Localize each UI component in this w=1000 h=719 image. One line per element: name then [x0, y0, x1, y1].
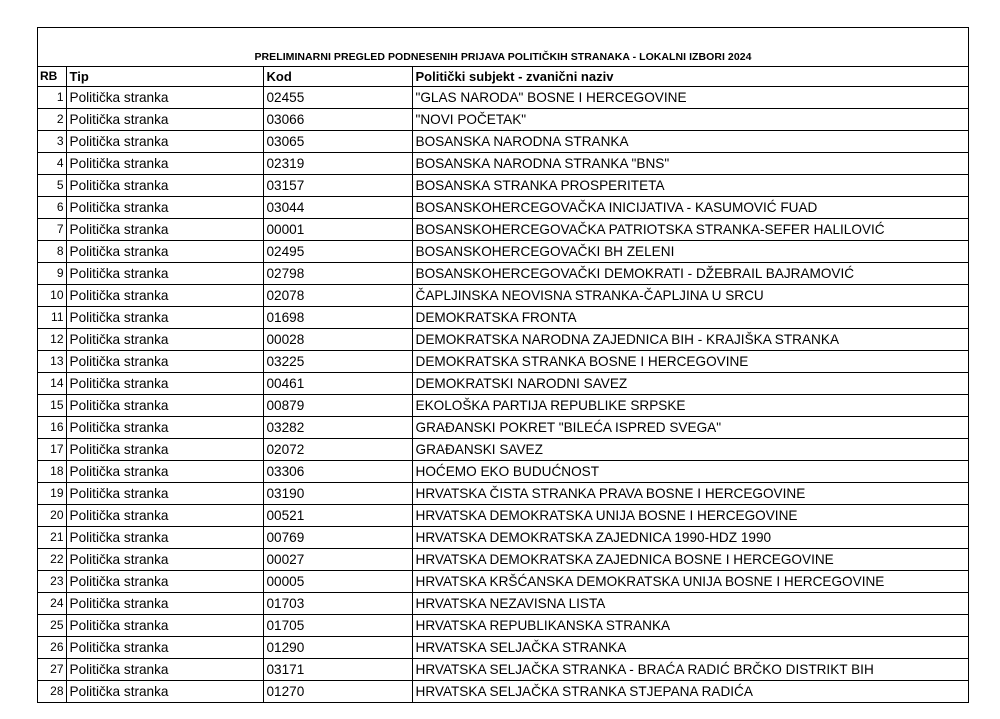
name-cell: "NOVI POČETAK"	[412, 109, 968, 131]
row-number-cell: 2	[38, 109, 66, 131]
code-cell: 00879	[263, 395, 412, 417]
row-number-cell: 6	[38, 197, 66, 219]
name-cell: DEMOKRATSKA NARODNA ZAJEDNICA BIH - KRAJIŠKA STRANKA	[412, 329, 968, 351]
code-cell: 00521	[263, 505, 412, 527]
name-cell: BOSANSKA NARODNA STRANKA	[412, 131, 968, 153]
table-row	[38, 593, 968, 615]
row-number-cell: 15	[38, 395, 66, 417]
name-cell: BOSANSKA NARODNA STRANKA "BNS"	[412, 153, 968, 175]
code-cell: 03225	[263, 351, 412, 373]
name-cell: HRVATSKA NEZAVISNA LISTA	[412, 593, 968, 615]
code-cell: 03065	[263, 131, 412, 153]
type-cell: Politička stranka	[66, 241, 263, 263]
type-cell: Politička stranka	[66, 659, 263, 681]
type-cell: Politička stranka	[66, 483, 263, 505]
row-number-cell: 8	[38, 241, 66, 263]
row-number-cell: 21	[38, 527, 66, 549]
table-row	[38, 681, 968, 703]
code-cell: 03066	[263, 109, 412, 131]
row-number-cell: 25	[38, 615, 66, 637]
row-number-cell: 5	[38, 175, 66, 197]
table-row	[38, 615, 968, 637]
table-row	[38, 241, 968, 263]
type-cell: Politička stranka	[66, 329, 263, 351]
table-row	[38, 373, 968, 395]
row-number-cell: 4	[38, 153, 66, 175]
code-cell: 01698	[263, 307, 412, 329]
code-cell: 02078	[263, 285, 412, 307]
code-cell: 02798	[263, 263, 412, 285]
name-cell: HRVATSKA REPUBLIKANSKA STRANKA	[412, 615, 968, 637]
code-cell: 00005	[263, 571, 412, 593]
table-row	[38, 439, 968, 461]
code-cell: 01703	[263, 593, 412, 615]
row-number-cell: 17	[38, 439, 66, 461]
name-cell: "GLAS NARODA" BOSNE I HERCEGOVINE	[412, 87, 968, 109]
type-cell: Politička stranka	[66, 461, 263, 483]
row-number-cell: 13	[38, 351, 66, 373]
code-cell: 00769	[263, 527, 412, 549]
type-cell: Politička stranka	[66, 175, 263, 197]
table-row	[38, 549, 968, 571]
name-cell: HRVATSKA SELJAČKA STRANKA	[412, 637, 968, 659]
row-number-cell: 9	[38, 263, 66, 285]
table-row	[38, 131, 968, 153]
row-number-cell: 16	[38, 417, 66, 439]
type-cell: Politička stranka	[66, 109, 263, 131]
name-cell: HRVATSKA DEMOKRATSKA ZAJEDNICA BOSNE I HERCEGOVINE	[412, 549, 968, 571]
table-row	[38, 417, 968, 439]
name-cell: HRVATSKA SELJAČKA STRANKA STJEPANA RADIĆA	[412, 681, 968, 703]
table-row	[38, 109, 968, 131]
code-cell: 03190	[263, 483, 412, 505]
type-cell: Politička stranka	[66, 131, 263, 153]
type-cell: Politička stranka	[66, 373, 263, 395]
name-cell: HRVATSKA KRŠĆANSKA DEMOKRATSKA UNIJA BOSNE I HERCEGOVINE	[412, 571, 968, 593]
table-row	[38, 219, 968, 241]
table-row	[38, 351, 968, 373]
code-cell: 02455	[263, 87, 412, 109]
table-row	[38, 175, 968, 197]
code-cell: 03171	[263, 659, 412, 681]
type-cell: Politička stranka	[66, 285, 263, 307]
row-number-cell: 10	[38, 285, 66, 307]
name-cell: HRVATSKA DEMOKRATSKA ZAJEDNICA 1990-HDZ 1990	[412, 527, 968, 549]
row-number-cell: 12	[38, 329, 66, 351]
table-row	[38, 461, 968, 483]
code-cell: 02319	[263, 153, 412, 175]
code-cell: 01705	[263, 615, 412, 637]
type-cell: Politička stranka	[66, 395, 263, 417]
row-number-cell: 14	[38, 373, 66, 395]
code-cell: 03044	[263, 197, 412, 219]
code-cell: 00027	[263, 549, 412, 571]
name-cell: HOĆEMO EKO BUDUĆNOST	[412, 461, 968, 483]
type-cell: Politička stranka	[66, 527, 263, 549]
type-cell: Politička stranka	[66, 197, 263, 219]
type-cell: Politička stranka	[66, 351, 263, 373]
name-cell: HRVATSKA SELJAČKA STRANKA - BRAĆA RADIĆ BRČKO DISTRIKT BIH	[412, 659, 968, 681]
type-cell: Politička stranka	[66, 505, 263, 527]
party-table	[38, 67, 968, 702]
row-number-cell: 19	[38, 483, 66, 505]
table-row	[38, 153, 968, 175]
type-cell: Politička stranka	[66, 681, 263, 703]
name-cell: HRVATSKA ČISTA STRANKA PRAVA BOSNE I HERCEGOVINE	[412, 483, 968, 505]
name-cell: BOSANSKOHERCEGOVAČKI BH ZELENI	[412, 241, 968, 263]
row-number-cell: 3	[38, 131, 66, 153]
name-cell: EKOLOŠKA PARTIJA REPUBLIKE SRPSKE	[412, 395, 968, 417]
header-kod: Kod	[263, 67, 412, 87]
row-number-cell: 23	[38, 571, 66, 593]
type-cell: Politička stranka	[66, 87, 263, 109]
name-cell: DEMOKRATSKA STRANKA BOSNE I HERCEGOVINE	[412, 351, 968, 373]
table-row	[38, 329, 968, 351]
row-number-cell: 7	[38, 219, 66, 241]
type-cell: Politička stranka	[66, 153, 263, 175]
type-cell: Politička stranka	[66, 593, 263, 615]
table-row	[38, 197, 968, 219]
code-cell: 02495	[263, 241, 412, 263]
type-cell: Politička stranka	[66, 417, 263, 439]
registration-table-sheet	[37, 27, 969, 703]
code-cell: 03306	[263, 461, 412, 483]
name-cell: HRVATSKA DEMOKRATSKA UNIJA BOSNE I HERCEGOVINE	[412, 505, 968, 527]
header-rb: RB	[38, 67, 66, 87]
code-cell: 00028	[263, 329, 412, 351]
table-row	[38, 637, 968, 659]
type-cell: Politička stranka	[66, 571, 263, 593]
row-number-cell: 22	[38, 549, 66, 571]
type-cell: Politička stranka	[66, 263, 263, 285]
name-cell: BOSANSKA STRANKA PROSPERITETA	[412, 175, 968, 197]
table-row	[38, 87, 968, 109]
code-cell: 00001	[263, 219, 412, 241]
type-cell: Politička stranka	[66, 615, 263, 637]
header-tip: Tip	[66, 67, 263, 87]
table-header-row	[38, 67, 968, 87]
row-number-cell: 27	[38, 659, 66, 681]
row-number-cell: 26	[38, 637, 66, 659]
name-cell: GRAĐANSKI SAVEZ	[412, 439, 968, 461]
table-row	[38, 395, 968, 417]
name-cell: ČAPLJINSKA NEOVISNA STRANKA-ČAPLJINA U SRCU	[412, 285, 968, 307]
table-row	[38, 505, 968, 527]
name-cell: DEMOKRATSKA FRONTA	[412, 307, 968, 329]
code-cell: 03282	[263, 417, 412, 439]
row-number-cell: 11	[38, 307, 66, 329]
code-cell: 00461	[263, 373, 412, 395]
code-cell: 02072	[263, 439, 412, 461]
table-body	[38, 87, 968, 703]
name-cell: GRAĐANSKI POKRET "BILEĆA ISPRED SVEGA"	[412, 417, 968, 439]
type-cell: Politička stranka	[66, 439, 263, 461]
name-cell: DEMOKRATSKI NARODNI SAVEZ	[412, 373, 968, 395]
type-cell: Politička stranka	[66, 307, 263, 329]
row-number-cell: 28	[38, 681, 66, 703]
table-row	[38, 527, 968, 549]
row-number-cell: 18	[38, 461, 66, 483]
table-row	[38, 263, 968, 285]
table-row	[38, 285, 968, 307]
table-row	[38, 659, 968, 681]
row-number-cell: 24	[38, 593, 66, 615]
name-cell: BOSANSKOHERCEGOVAČKI DEMOKRATI - DŽEBRAIL BAJRAMOVIĆ	[412, 263, 968, 285]
table-row	[38, 307, 968, 329]
name-cell: BOSANSKOHERCEGOVAČKA PATRIOTSKA STRANKA-SEFER HALILOVIĆ	[412, 219, 968, 241]
title-row	[38, 28, 968, 67]
row-number-cell: 20	[38, 505, 66, 527]
table-row	[38, 571, 968, 593]
code-cell: 01270	[263, 681, 412, 703]
row-number-cell: 1	[38, 87, 66, 109]
table-row	[38, 483, 968, 505]
type-cell: Politička stranka	[66, 549, 263, 571]
code-cell: 03157	[263, 175, 412, 197]
header-naziv: Politički subjekt - zvanični naziv	[412, 67, 968, 87]
code-cell: 01290	[263, 637, 412, 659]
type-cell: Politička stranka	[66, 219, 263, 241]
page-title: PRELIMINARNI PREGLED PODNESENIH PRIJAVA POLITIČKIH STRANAKA - LOKALNI IZBORI 2024	[254, 51, 752, 63]
type-cell: Politička stranka	[66, 637, 263, 659]
name-cell: BOSANSKOHERCEGOVAČKA INICIJATIVA - KASUMOVIĆ FUAD	[412, 197, 968, 219]
